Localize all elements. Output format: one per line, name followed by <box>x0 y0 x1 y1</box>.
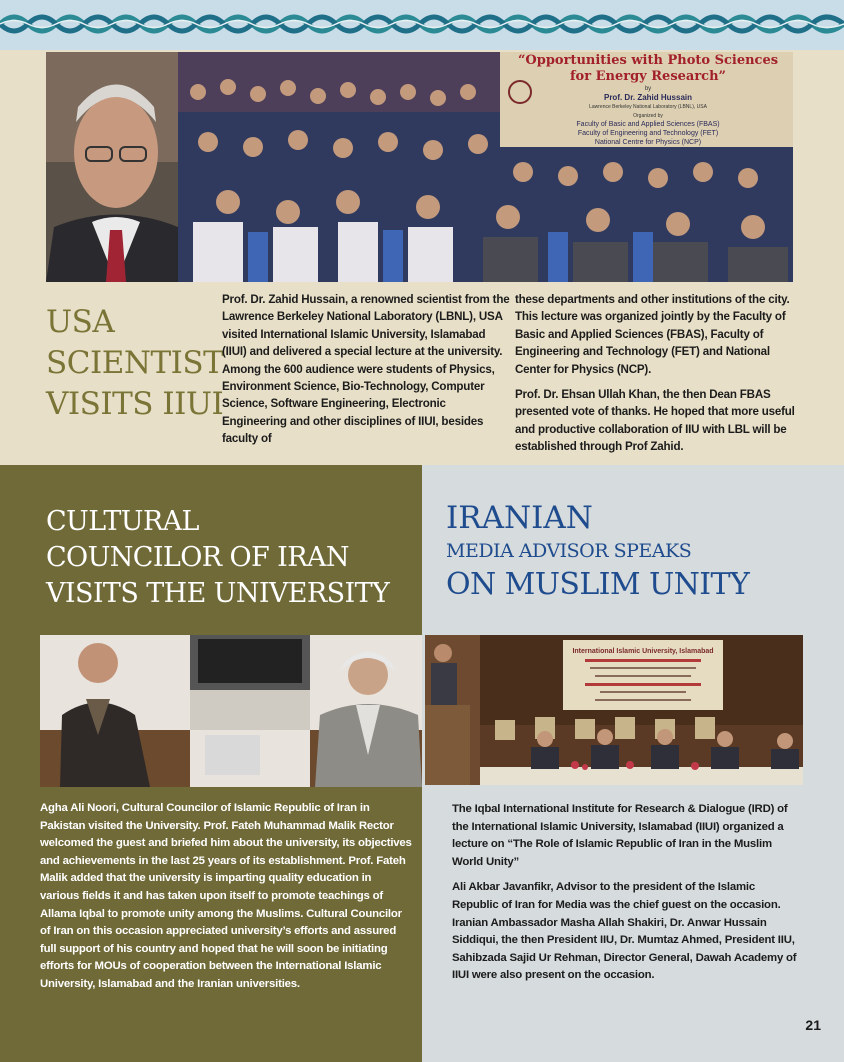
banner-line-8: Faculty of Engineering and Technology (FET) <box>577 130 719 137</box>
banner-line-4: Prof. Dr. Zahid Hussain <box>603 93 693 102</box>
decorative-pattern-band <box>0 0 844 50</box>
article-title-iranian-media-advisor: IRANIAN MEDIA ADVISOR SPEAKS ON MUSLIM UNITY <box>446 500 750 602</box>
auditorium-lecture-photo <box>178 52 793 282</box>
article-title-cultural-councilor: CULTURAL COUNCILOR OF IRAN VISITS THE UNIVERSITY <box>46 506 390 609</box>
banner-line-1: “Opportunities with Photo Sciences <box>517 53 779 68</box>
banner-line-6: Organized by <box>633 113 663 119</box>
conference-photo-muslim-unity <box>425 635 803 785</box>
conference-banner-title: International Islamic University, Islamabad <box>572 648 714 655</box>
banner-line-7: Faculty of Basic and Applied Sciences (FBAS) <box>576 121 720 128</box>
usa-article-column-1: Prof. Dr. Zahid Hussain, a renowned scientist from the Lawrence Berkeley National Laboratory (LBNL), USA visited International Islamic University, Islamabad (IIUI) and delivered a special lecture at the university. Among the 600 audience were students of Physics, Environment Science, Bio-Technology, Computer Science, Software Engineering, Electronic Engineering and other disciplines of IIUI, besides faculty of <box>222 293 510 446</box>
banner-line-9: National Centre for Physics (NCP) <box>594 139 702 146</box>
meeting-photo-cultural-councilor <box>40 635 422 787</box>
banner-line-2: for Energy Research” <box>569 69 727 84</box>
cultural-councilor-article-body: Agha Ali Noori, Cultural Councilor of Islamic Republic of Iran in Pakistan visited the University. Prof. Fateh Muhammad Malik Rector welcomed the guest and briefed him about the university, its objectives and achievements in the last 25 years of its establishment. Prof. Fateh Malik added that the university is imparting quality education in various fields it and has taken upon itself to promote teachings of Allama Iqbal to promote unity among the Muslims. Cultural Councilor of Iran on this occasion appreciated university’s efforts and assured full support of his country and hoped that he will soon be initiating efforts for MOUs of cooperation between the International Islamic University, Islamabad and the Iranian universities. <box>40 802 412 990</box>
banner-line-3: by <box>644 86 652 92</box>
portrait-photo-zahid-hussain <box>46 52 178 282</box>
banner-line-5: Lawrence Berkeley National Laboratory (LBNL), USA <box>589 104 707 110</box>
page-number: 21 <box>805 1017 821 1033</box>
iranian-media-advisor-article-body: The Iqbal International Institute for Research & Dialogue (IRD) of the International Islamic University, Islamabad (IIUI) organized a lecture on “The Role of Islamic Republic of Iran in the Muslim World Unity” Ali Akbar Javanfikr, Advisor to the president of the Islamic Republic of Iran for Media was the chief guest on the occasion. Iranian Ambassador Masha Allah Shakiri, Dr. Anwar Hussain Siddiqui, the then President IIU, Dr. Mumtaz Ahmed, President IIU, Sahibzada Sajid Ur Rehman, Director General, Dawah Academy of IIUI were also present on the occasion. <box>452 803 797 982</box>
usa-article-column-2: these departments and other institutions of the city. This lecture was organized jointly by the Faculty of Basic and Applied Sciences (FBAS), Faculty of Engineering and Technology (FET) and National Center for Physics (NCP). Prof. Dr. Ehsan Ullah Khan, the then Dean FBAS presented vote of thanks. He hoped that more useful and productive collaboration of IIU with LBL will be established through Prof Zahid. <box>515 293 795 454</box>
article-title-usa-scientist: USA SCIENTIST VISITS IIUI <box>46 304 224 422</box>
